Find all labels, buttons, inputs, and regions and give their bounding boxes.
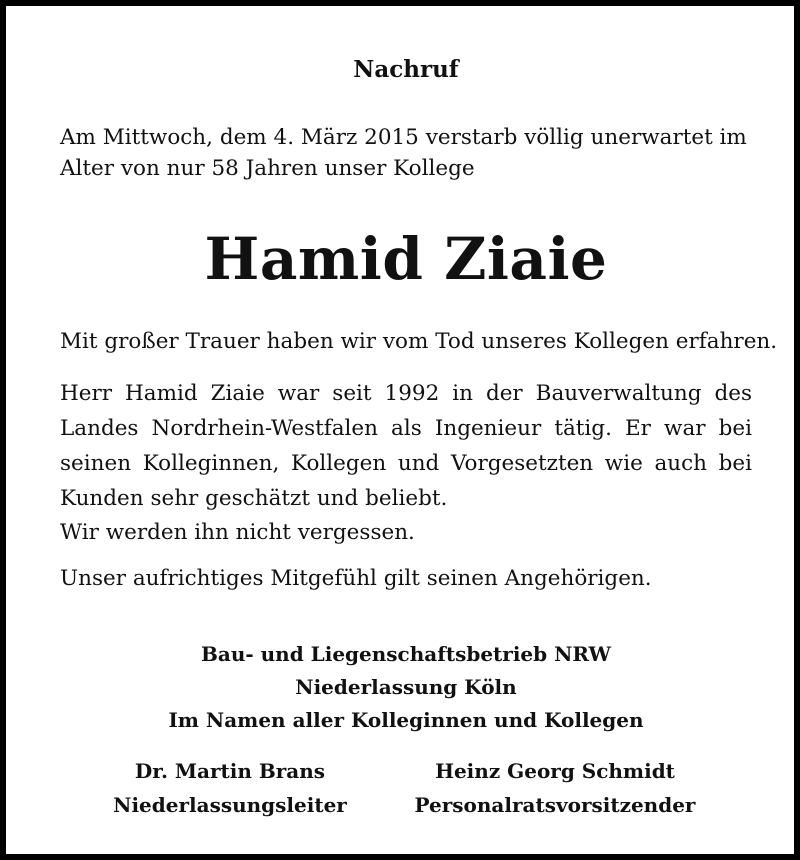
signatory-left (80, 754, 380, 822)
grief-paragraph: Mit großer Trauer haben wir vom Tod unseres Kollegen erfahren. (60, 329, 778, 354)
career-line: Herr Hamid Ziaie war seit 1992 in der Bauverwaltung des (60, 381, 752, 406)
career-line: seinen Kolleginnen, Kollegen und Vorgesetzten wie auch bei (60, 451, 752, 476)
signatory-name: Dr. Martin Brans (134, 759, 326, 783)
signatory-role: Personalratsvorsitzender (414, 793, 696, 817)
intro-line: Am Mittwoch, dem 4. März 2015 verstarb völlig unerwartet im (60, 125, 747, 150)
condolence-paragraph: Unser aufrichtiges Mitgefühl gilt seinen Angehörigen. (60, 566, 652, 591)
remember-paragraph: Wir werden ihn nicht vergessen. (60, 520, 415, 545)
signatory-right (405, 754, 705, 822)
deceased-name: Hamid Ziaie (204, 225, 608, 293)
intro-paragraph (60, 122, 752, 184)
sender-block (60, 638, 752, 737)
signatory-name: Heinz Georg Schmidt (435, 759, 675, 783)
sender-on-behalf: Im Namen aller Kolleginnen und Kollegen (168, 708, 644, 732)
notice-heading: Nachruf (353, 56, 459, 83)
intro-line: Alter von nur 58 Jahren unser Kollege (60, 156, 475, 181)
sender-branch: Niederlassung Köln (295, 675, 517, 699)
career-line: Kunden sehr geschätzt und beliebt. (60, 486, 448, 511)
career-line: Landes Nordrhein-Westfalen als Ingenieur tätig. Er war bei (60, 416, 752, 441)
career-paragraph (60, 376, 752, 516)
signatory-role: Niederlassungsleiter (113, 793, 347, 817)
sender-organization: Bau- und Liegenschaftsbetrieb NRW (200, 642, 612, 666)
